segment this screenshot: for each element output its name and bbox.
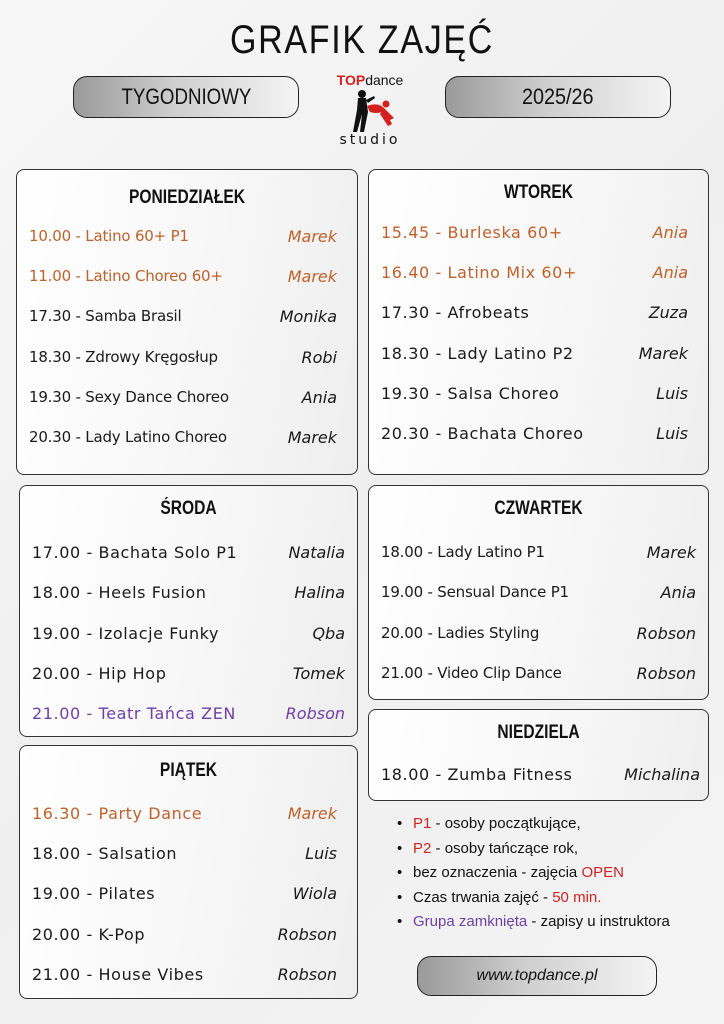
class-row	[29, 428, 351, 450]
class-name: 20.00 - Hip Hop	[32, 663, 167, 683]
legend-key: 50 min.	[552, 888, 602, 906]
day-box-poniedziałek	[16, 169, 358, 475]
class-name: 16.30 - Party Dance	[32, 804, 203, 823]
instructor-name: Marek	[287, 267, 337, 287]
class-name: 18.00 - Heels Fusion	[32, 583, 207, 603]
class-name: 10.00 - Latino 60+ P1	[29, 227, 189, 245]
class-row	[381, 263, 702, 285]
instructor-name: Luis	[305, 844, 337, 864]
class-name: 20.00 - K-Pop	[32, 924, 146, 944]
class-name: 21.00 - Video Clip Dance	[381, 663, 562, 682]
instructor-name: Marek	[287, 804, 337, 823]
legend-item	[395, 864, 715, 889]
legend-text: - zapisy u instruktora	[527, 913, 670, 930]
day-title: PIĄTEK	[159, 760, 218, 781]
class-name: 18.00 - Salsation	[32, 844, 178, 864]
instructor-name: Luis	[656, 424, 688, 443]
page-title: GRAFIK ZAJĘĆ	[229, 18, 495, 62]
day-title: ŚRODA	[160, 498, 217, 519]
instructor-name: Luis	[656, 383, 688, 403]
legend-text: Czas trwania zajęć -	[413, 888, 553, 906]
day-box-piątek	[19, 745, 358, 999]
instructor-name: Marek	[287, 428, 337, 447]
class-row	[381, 223, 702, 245]
legend-item	[395, 815, 715, 840]
instructor-name: Robi	[301, 347, 337, 367]
day-box-niedziela	[368, 709, 709, 801]
day-title: NIEDZIELA	[497, 722, 580, 743]
legend-key: P1	[413, 815, 432, 832]
class-row	[32, 704, 351, 726]
legend-item	[395, 840, 715, 865]
class-name: 21.00 - House Vibes	[32, 964, 204, 984]
class-row	[32, 965, 351, 987]
instructor-name: Michalina	[624, 765, 700, 784]
instructor-name: Marek	[638, 343, 688, 363]
class-name: 19.00 - Sensual Dance P1	[381, 583, 569, 602]
instructor-name: Robson	[636, 623, 696, 643]
instructor-name: Zuza	[648, 303, 688, 323]
legend-text: - osoby początkujące,	[431, 815, 581, 832]
legend-text: bez oznaczenia - zajęcia	[413, 864, 582, 881]
day-box-środa	[19, 485, 358, 737]
instructor-name: Robson	[285, 704, 345, 724]
instructor-name: Qba	[312, 623, 345, 643]
day-box-wtorek	[368, 169, 709, 475]
instructor-name: Marek	[646, 543, 696, 562]
instructor-name: Ania	[652, 263, 688, 283]
instructor-name: Halina	[294, 583, 345, 603]
day-box-czwartek	[368, 485, 709, 700]
legend-text: - osoby tańczące rok,	[431, 839, 579, 857]
class-name: 11.00 - Latino Choreo 60+	[29, 267, 223, 286]
class-row	[381, 664, 702, 686]
day-title: WTOREK	[504, 182, 573, 203]
class-row	[32, 543, 351, 565]
class-name: 18.00 - Lady Latino P1	[381, 543, 545, 561]
class-name: 17.30 - Samba Brasil	[29, 307, 182, 326]
dancers-icon	[340, 88, 400, 134]
class-name: 17.30 - Afrobeats	[381, 303, 530, 323]
class-row	[32, 804, 351, 826]
class-row	[381, 384, 702, 406]
class-name: 18.00 - Zumba Fitness	[381, 765, 573, 784]
class-row	[29, 267, 351, 289]
day-title: PONIEDZIAŁEK	[128, 187, 245, 208]
website-link[interactable]: www.topdance.pl	[417, 956, 657, 996]
class-name: 16.40 - Latino Mix 60+	[381, 263, 577, 283]
class-row	[32, 583, 351, 605]
class-row	[381, 624, 702, 646]
class-name: 21.00 - Teatr Tańca ZEN	[32, 704, 236, 724]
legend-item	[395, 913, 715, 938]
class-row	[32, 624, 351, 646]
class-name: 19.30 - Salsa Choreo	[381, 383, 560, 403]
class-name: 19.30 - Sexy Dance Choreo	[29, 387, 229, 406]
instructor-name: Robson	[277, 924, 337, 944]
class-name: 17.00 - Bachata Solo P1	[32, 543, 238, 562]
instructor-name: Ania	[652, 223, 688, 242]
class-row	[32, 664, 351, 686]
class-row	[29, 227, 351, 249]
class-row	[381, 543, 702, 565]
topdance-logo: TOPdance studio	[336, 72, 404, 148]
instructor-name: Tomek	[292, 663, 345, 683]
instructor-name: Robson	[636, 663, 696, 683]
class-name: 20.30 - Bachata Choreo	[381, 424, 584, 443]
day-title: CZWARTEK	[494, 498, 583, 519]
instructor-name: Natalia	[288, 543, 345, 562]
legend-key: P2	[413, 839, 432, 857]
class-name: 19.00 - Izolacje Funky	[32, 623, 220, 643]
instructor-name: Wiola	[292, 884, 337, 904]
instructor-name: Robson	[277, 964, 337, 984]
legend-key: Grupa zamknięta	[413, 913, 528, 930]
instructor-name: Monika	[279, 307, 337, 327]
period-label: TYGODNIOWY	[73, 76, 299, 118]
legend-item	[395, 889, 715, 914]
instructor-name: Marek	[287, 227, 337, 246]
legend	[395, 815, 715, 938]
class-name: 19.00 - Pilates	[32, 884, 156, 904]
class-name: 20.00 - Ladies Styling	[381, 623, 540, 642]
class-row	[381, 424, 702, 446]
class-row	[29, 348, 351, 370]
class-row	[29, 388, 351, 410]
instructor-name: Ania	[301, 387, 337, 407]
class-name: 18.30 - Lady Latino P2	[381, 343, 574, 363]
legend-key: OPEN	[581, 864, 624, 881]
instructor-name: Ania	[660, 583, 696, 603]
class-name: 20.30 - Lady Latino Choreo	[29, 428, 227, 446]
season-label: 2025/26	[445, 76, 671, 118]
class-row	[381, 765, 702, 787]
class-name: 15.45 - Burleska 60+	[381, 223, 563, 242]
class-row	[32, 884, 351, 906]
class-row	[32, 925, 351, 947]
class-row	[381, 303, 702, 325]
class-row	[29, 307, 351, 329]
class-row	[381, 583, 702, 605]
class-row	[381, 344, 702, 366]
class-row	[32, 844, 351, 866]
class-name: 18.30 - Zdrowy Kręgosłup	[29, 347, 218, 366]
